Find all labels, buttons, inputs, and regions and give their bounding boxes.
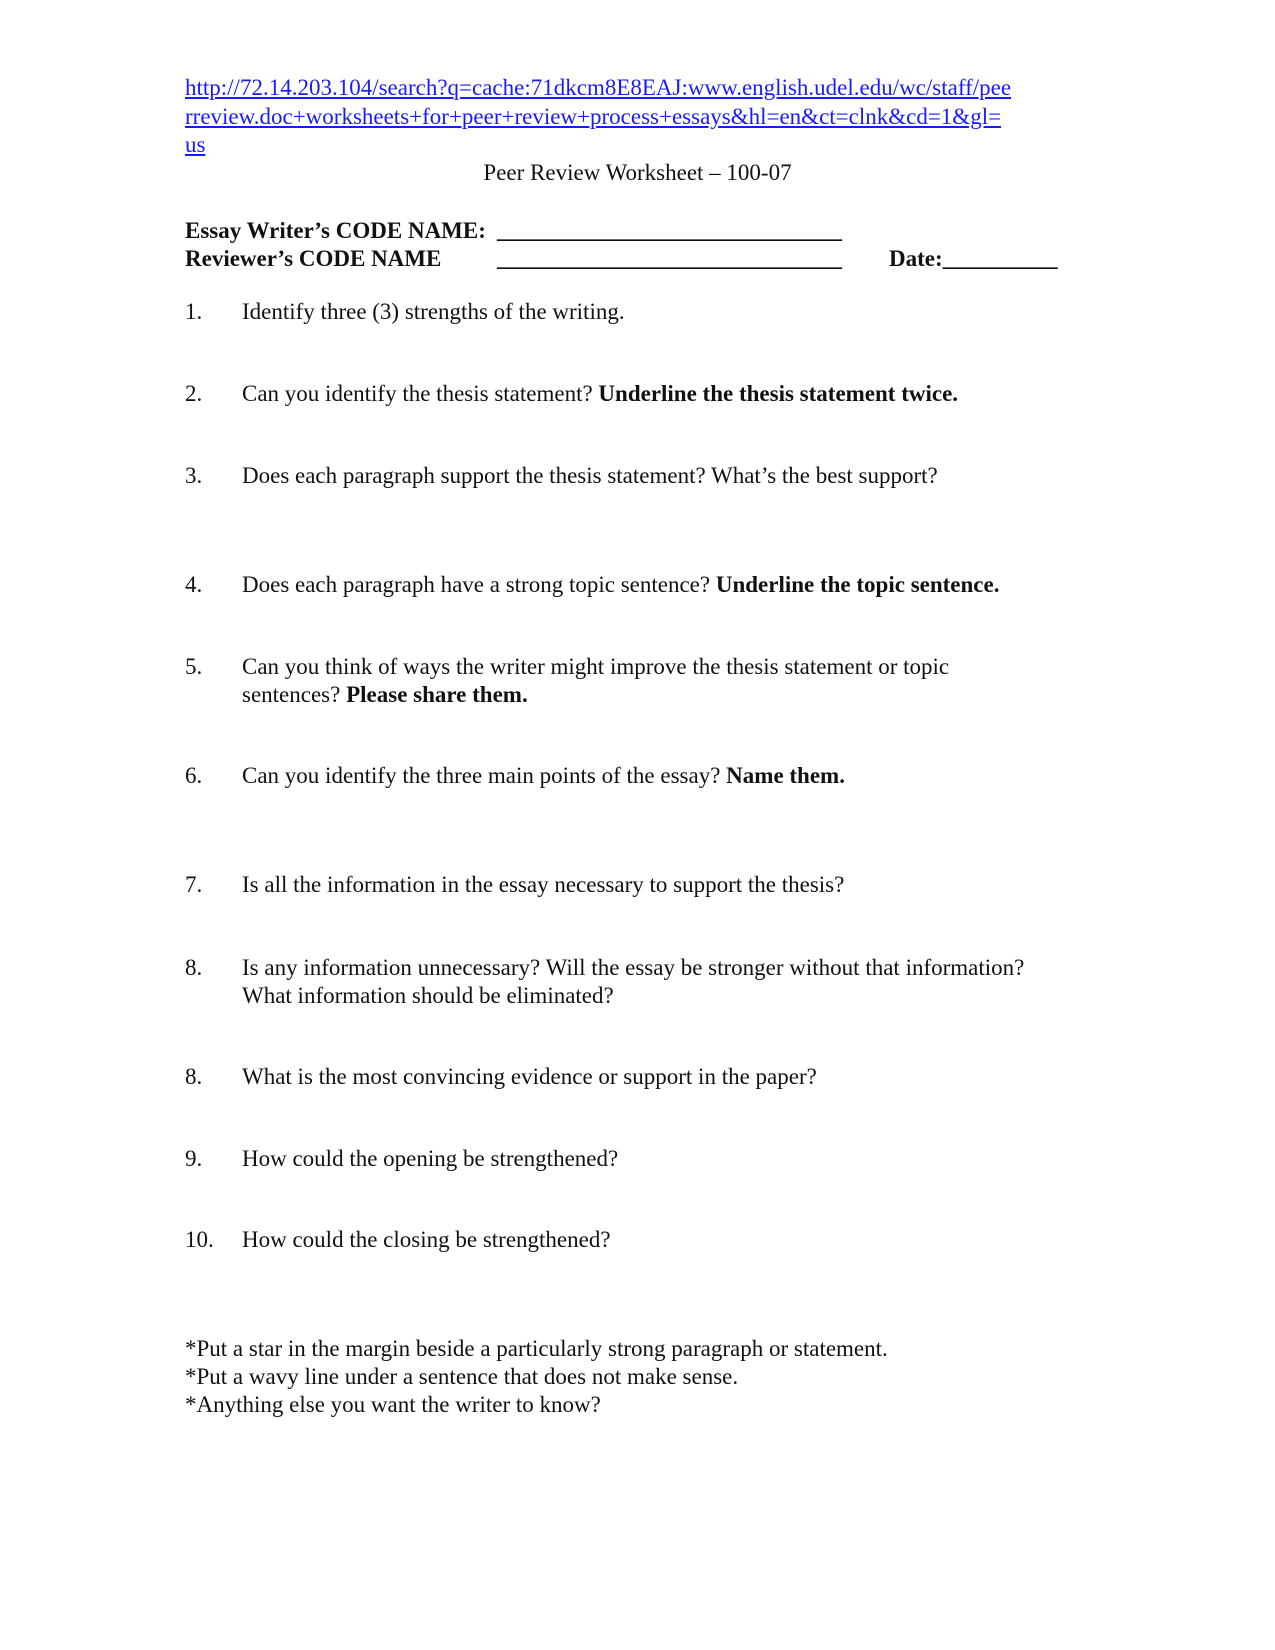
question-instruction: Underline the topic sentence. [715,572,1000,597]
question-prompt: Identify three (3) strengths of the writing. [242,299,625,324]
question-number: 10. [185,1227,214,1252]
question-prompt: What is the most convincing evidence or support in the paper? [242,1064,817,1089]
page-title: Peer Review Worksheet – 100-07 [483,160,792,185]
question-number: 8. [185,955,203,980]
question-prompt: Can you think of ways the writer might improve the thesis statement or topic [242,654,950,679]
date-field: Date:__________ [889,246,1058,271]
question-text [242,762,1112,790]
question-number: 5. [185,654,203,679]
note-anything-else: *Anything else you want the writer to know? [185,1392,601,1417]
question-text [242,653,1112,709]
source-url-line[interactable]: us [185,132,206,157]
question-instruction: Name them. [726,763,845,788]
question-text [242,954,1112,1010]
source-url-line[interactable]: rreview.doc+worksheets+for+peer+review+process+essays&hl=en&ct=clnk&cd=1&gl= [185,103,1002,129]
writer-code-name-label: Essay Writer’s CODE NAME: [185,218,486,243]
question-number: 4. [185,572,203,597]
question-number: 3. [185,463,203,488]
source-url-link[interactable] [185,74,1085,160]
question-text [242,462,1112,490]
note-wavy-line: *Put a wavy line under a sentence that does not make sense. [185,1364,739,1389]
writer-code-name-blank: ______________________________ [497,218,842,243]
question-number: 9. [185,1146,203,1171]
question-text [242,571,1112,599]
reviewer-code-name-label: Reviewer’s CODE NAME [185,246,442,271]
question-number: 6. [185,763,203,788]
question-prompt: Is any information unnecessary? Will the essay be stronger without that information? [242,955,1025,980]
source-url-line[interactable]: http://72.14.203.104/search?q=cache:71dkcm8E8EAJ:www.english.udel.edu/wc/staff/pee [185,75,1012,100]
question-instruction: Please share them. [346,682,528,707]
question-text [242,1063,1112,1091]
question-number: 2. [185,381,203,406]
question-prompt: Can you identify the thesis statement? [242,381,599,406]
question-prompt: How could the opening be strengthened? [242,1146,619,1171]
writer-code-name-row [185,217,1085,245]
question-number: 7. [185,872,203,897]
question-number: 8. [185,1064,203,1089]
question-prompt: Does each paragraph support the thesis statement? What’s the best support? [242,463,938,488]
question-text [242,1226,1112,1254]
reviewer-code-name-blank: ______________________________ [497,246,842,271]
question-text [242,1145,1112,1173]
reviewer-code-name-row [185,245,1085,273]
question-prompt: Does each paragraph have a strong topic sentence? [242,572,716,597]
question-text [242,380,1112,408]
question-text [242,298,1112,326]
question-instruction: Underline the thesis statement twice. [598,381,959,406]
question-text [242,871,1112,899]
question-prompt: What information should be eliminated? [242,983,614,1008]
note-star: *Put a star in the margin beside a particularly strong paragraph or statement. [185,1336,888,1361]
question-prompt: sentences? [242,682,347,707]
question-prompt: Is all the information in the essay necessary to support the thesis? [242,872,845,897]
question-prompt: How could the closing be strengthened? [242,1227,611,1252]
question-prompt: Can you identify the three main points of the essay? [242,763,727,788]
question-number: 1. [185,299,203,324]
